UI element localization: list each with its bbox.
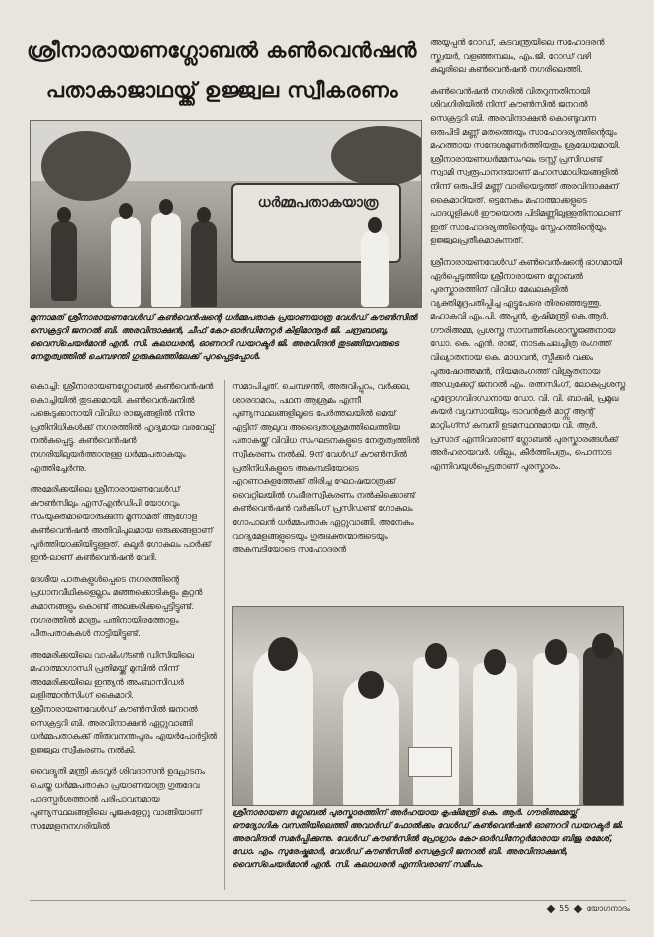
paragraph: അയ്യപ്പൻ റോഡ്, കടവന്ത്രയിലെ സഹോദരൻ സ്ക്വയർ, വളഞ്ഞമ്പലം, എം.ജി. റോഡ് വഴി കലൂരിലെ കൺവെൻഷൻ നഗരിലെത്തി. [430,37,605,75]
paragraph: അമേരിക്കയിലെ വാഷിംഗ്ടൺ ഡിസിയിലെ മഹാത്മാഗാന്ധി പ്രതിമയ്ക്ക് മുമ്പിൽ നിന്ന് അമേരിക്കയിലെ ഇന്ത്യൻ അംബാസിഡർ ലളിത്മാൻസിംഗ് കൈമാറി. ശ്രീനാരായണവേൾഡ് കൗൺസിൽ ജനറൽ സെക്രട്ടറി ബി. അരവിന്ദാക്ഷൻ ഏറ്റുവാങ്ങി ധർമ്മപതാകക്ക് തിരുവനന്തപുരം എയർപോർട്ടിൽ ഉജ്ജ്വല സ്വീകരണം നൽകി. [30,649,217,755]
page-number: 55 [559,904,570,913]
diamond-icon [546,904,554,912]
diamond-icon [574,904,582,912]
photo-tree [331,126,422,186]
headline-line-2: പതാകാജാഥയ്ക്ക് ഉജ്ജ്വല സ്വീകരണം [45,78,399,102]
person-figure [151,213,181,308]
photo2-caption: ശ്രീനാരായണ ഗ്ലോബൽ പുരസ്കാരത്തിന് അർഹയായ കൃഷിമന്ത്രി കെ. ആർ. ഗൗരിഅമ്മയ്ക്ക് ഔദ്യോഗിക വസതിയിലെത്തി അവാർഡ് ഫോൽക്കം വേൾഡ് കൺവെൻഷൻ ഓണററി ഡയറക്ടർ ജി. അരവിന്ദൻ സമർപ്പിക്കുന്നു. വേൾഡ് കൗൺസിൽ പ്രോഗ്രാം കോ-ഓർഡിനേറ്റർമാരായ ബിജു രമേശ്, ഡോ. എം. സുരേഷ്കുമാർ, വേൾഡ് കൗൺസിൽ സെക്രട്ടറി ജനറൽ ബി. അരവിന്ദാക്ഷൻ, വൈസ്ചെയർമാൻ എൻ. സി. കലാധരൻ എന്നിവരാണ് സമീപം. [232,807,624,869]
article-column-middle [232,380,422,600]
award-plaque [408,747,452,777]
column-divider [224,380,225,890]
paragraph: കൺവെൻഷൻ നഗരിൽ വിതറുന്നതിനായി ശിവഗിരിയിൽ നിന്ന് കൗൺസിൽ ജനറൽ സെക്രട്ടറി ബി. അരവിന്ദാക്ഷൻ കൊണ്ടുവന്ന ഒരുപിടി മണ്ണ് മതത്തെയും സാഹോദര്യത്തിന്റെയും മഹത്തായ സന്ദേശമുണർത്തിയതും ശ്രദ്ധേയമായി. ശ്രീനാരായണധർമ്മസംഘം ട്രസ്റ്റ് പ്രസിഡണ്ട് സ്വാമി സ്വരൂപാനന്ദയാണ് മഹാസമാധിയങ്ങളിൽ നിന്ന് ഒരുപിടി മണ്ണ് വാരിയെടുത്ത് അരവിന്ദാക്ഷന് കൈമാറിയത്. ഒട്ടനേകം മഹാത്മാക്കളുടെ പാദധൂളികൾ ഈയൊരു പിടിമണ്ണിലുള്ളതിനാലാണ് ഇത് സാഹോദര്യത്തിന്റെയും സ്നേഹത്തിന്റെയും ഉജ്ജ്വലപ്രതീകമാകുന്നത്. [430,85,621,246]
paragraph: അമേരിക്കയിലെ ശ്രീനാരായണവേൾഡ് കൗൺസിലും എസ്എൻഡിപി യോഗവും സംയുക്തമായൊരുക്കുന്ന മൂന്നാമത് ആഗോള കൺവെൻഷൻ അതിവിപുലമായ ഒരുക്കങ്ങളാണ് പൂർത്തിയാക്കിയിട്ടുള്ളത്. കലൂർ ഗോകുലം പാർക്ക് ഇൻ-ലാണ് കൺവെൻഷൻ വേദി. [30,484,213,563]
photo1-caption: മുന്നാമത് ശ്രീനാരായണവേൾഡ് കൺവെൻഷന്റെ ധർമ്മപതാക പ്രയാണയാത്ര വേൾഡ് കൗൺസിൽ സെക്രട്ടറി ജനറൽ ബി. അരവിന്ദാക്ഷൻ, ചീഫ് കോ-ഓർഡിനേറ്റർ കിളിമാനൂർ ജി. ചന്ദ്രബാബു, വൈസ്ചെയർമാൻ എൻ. സി. കലാധരൻ, ഓണററി ഡയറക്ടർ ജി. അരവിന്ദൻ തുടങ്ങിയവരുടെ നേതൃത്വത്തിൽ ചെമ്പഴന്തി ഗുരുകുലത്തിലേക്ക് പുറപ്പെട്ടപ്പോൾ. [30,312,417,361]
procession-photo [30,120,422,308]
headline [22,30,422,116]
photo-tree [41,131,131,201]
person-figure [191,221,217,308]
person-figure [51,221,77,301]
paragraph: കൊച്ചി: ശ്രീനാരായണഗ്ലോബൽ കൺവെൻഷൻ കൊച്ചിയിൽ തുടക്കമായി. കൺവെൻഷനിൽ പങ്കെടുക്കാനായി വിവിധ രാജ്യങ്ങളിൽ നിന്നു പ്രതിനിധികൾക്ക് നഗരത്തിൽ ഹൃദ്യമായ വരവേല്പ് നൽകപ്പെട്ടു. കൺവെൻഷൻ നഗരിയിലുയർത്താനുള്ള ധർമ്മപതാകയും എത്തിച്ചേർന്നു. [30,381,215,473]
paragraph: വൈദ്യുതി മന്ത്രി കടവൂർ ശിവദാസൻ ഉദ്ഘാടനം ചെയ്ത ധർമ്മപതാകാ പ്രയാണയാത്ര ഗുരുദേവ പാദസ്പർശത്താൽ പരിപാവനമായ പുണ്യസ്ഥലങ്ങളിലെ പൂജകളേറ്റു വാങ്ങിയാണ് സമ്മേളനനഗരിയിൽ [30,766,206,831]
person-figure [111,217,141,307]
paragraph: ദേശീയ പാതകളുൾപ്പെടെ നഗരത്തിന്റെ പ്രധാനവീഥികളെല്ലാം മഞ്ഞക്കൊടികളും കൂറ്റൻ കമാനങ്ങളും കൊണ്ട് അലങ്കരിക്കപ്പെട്ടിട്ടുണ്ട്. നഗരത്തിൽ മാത്രം പതിനായിരത്തോളം പീതപതാകകൾ നാട്ടിയിട്ടുണ്ട്. [30,573,203,639]
footer-rule [30,900,626,901]
page-footer [520,904,630,918]
paragraph: സമാപിച്ചത്. ചെമ്പഴന്തി, അരുവിപ്പുറം, വർക്കല, ശാരദാമഠം, പഥന ആശ്രമം എന്നീ പുണ്യസ്ഥലങ്ങളിലൂടെ പേർത്തലയിൽ മെയ് എട്ടിന് ആലുവ അദ്വൈതാശ്രമത്തിലെത്തിയ പതാകയ്ക്ക് വിവിധ സംഘടനകളുടെ നേതൃത്വത്തിൽ സ്വീകരണം നൽകി. 9ന് വേൾഡ് കൗൺസിൽ പ്രതിനിധികളുടെ അകമ്പടിയോടെ എറണാകുളത്തേക്ക് തിരിച്ച ഘോഷയാത്രക്ക് വൈറ്റിലയിൽ ഗംഭീരസ്വീകരണം നൽകിക്കൊണ്ട് കൺവെൻഷൻ വർക്കിംഗ് പ്രസിഡണ്ട് ഗോകുലം ഗോപാലൻ ധർമ്മപതാക ഏറ്റുവാങ്ങി. അനേകം വാദ്യമേളങ്ങളുടെയും ഗുരുഭക്തന്മാരുടെയും അകമ്പടിയോടെ സഹോദരൻ [232,381,420,555]
person-figure [583,647,623,806]
magazine-name: യോഗനാദം [586,904,630,913]
person-figure [361,231,389,307]
person-figure [473,663,517,806]
article-column-left [30,380,218,890]
person-figure [413,657,459,806]
person-figure [343,677,399,806]
paragraph: ശ്രീനാരായണവേൾഡ് കൺവെൻഷന്റെ ഭാഗമായി ഏർപ്പെടുത്തിയ ശ്രീനാരായണ ഗ്ലോബൽ പുരസ്കാരത്തിന് വിവിധ മേഖലകളിൽ വ്യക്തിമുദ്രപതിപ്പിച്ച എട്ടുപേരെ തിരഞ്ഞെടുത്തു. മഹാകവി എം.പി. അപ്പൻ, കൃഷിമന്ത്രി കെ.ആർ. ഗൗരിഅമ്മ, പ്രശസ്ത സാമ്പത്തികശാസ്ത്രജ്ഞനായ ഡോ. കെ. എൻ. രാജ്, നാടകചലച്ചിത്ര രംഗത്ത് വിഖ്യാതനായ കെ. മാധവൻ, സ്പീക്കർ വക്കം പുരുഷോത്തമൻ, നിയമരംഗത്ത് വിശ്രുതനായ അഡ്വക്കേറ്റ് ജനറൽ എം. രത്നസിംഗ്, ലോകപ്രശസ്ത ഹൃദ്രോഗവിദഗ്ധനായ ഡോ. വി. വി. ബാഷി, പ്രമുഖ കയർ വ്യവസായിയും ട്രാവൻകൂർ മാറ്റ്സ് ആന്റ് മാറ്റിംഗ്സ് കമ്പനി ഉടമസ്ഥനുമായ വി. ആർ. പ്രസാദ് എന്നിവരാണ് ഗ്ലോബൽ പുരസ്കാരങ്ങൾക്ക് അർഹരായവർ. ശില്പം, കീർത്തിപത്രം, പൊന്നാട എന്നിവയുൾപ്പെട്ടതാണ് പുരസ്കാരം. [430,256,625,471]
headline-line-1: ശ്രീനാരായണഗ്ലോബൽ കൺവെൻഷൻ [27,38,417,62]
person-figure [253,647,313,806]
person-figure [533,653,579,806]
vehicle-banner-text: ധർമ്മപതാകയാത്ര [257,195,379,211]
award-photo [232,606,624,806]
article-column-right [430,36,626,602]
